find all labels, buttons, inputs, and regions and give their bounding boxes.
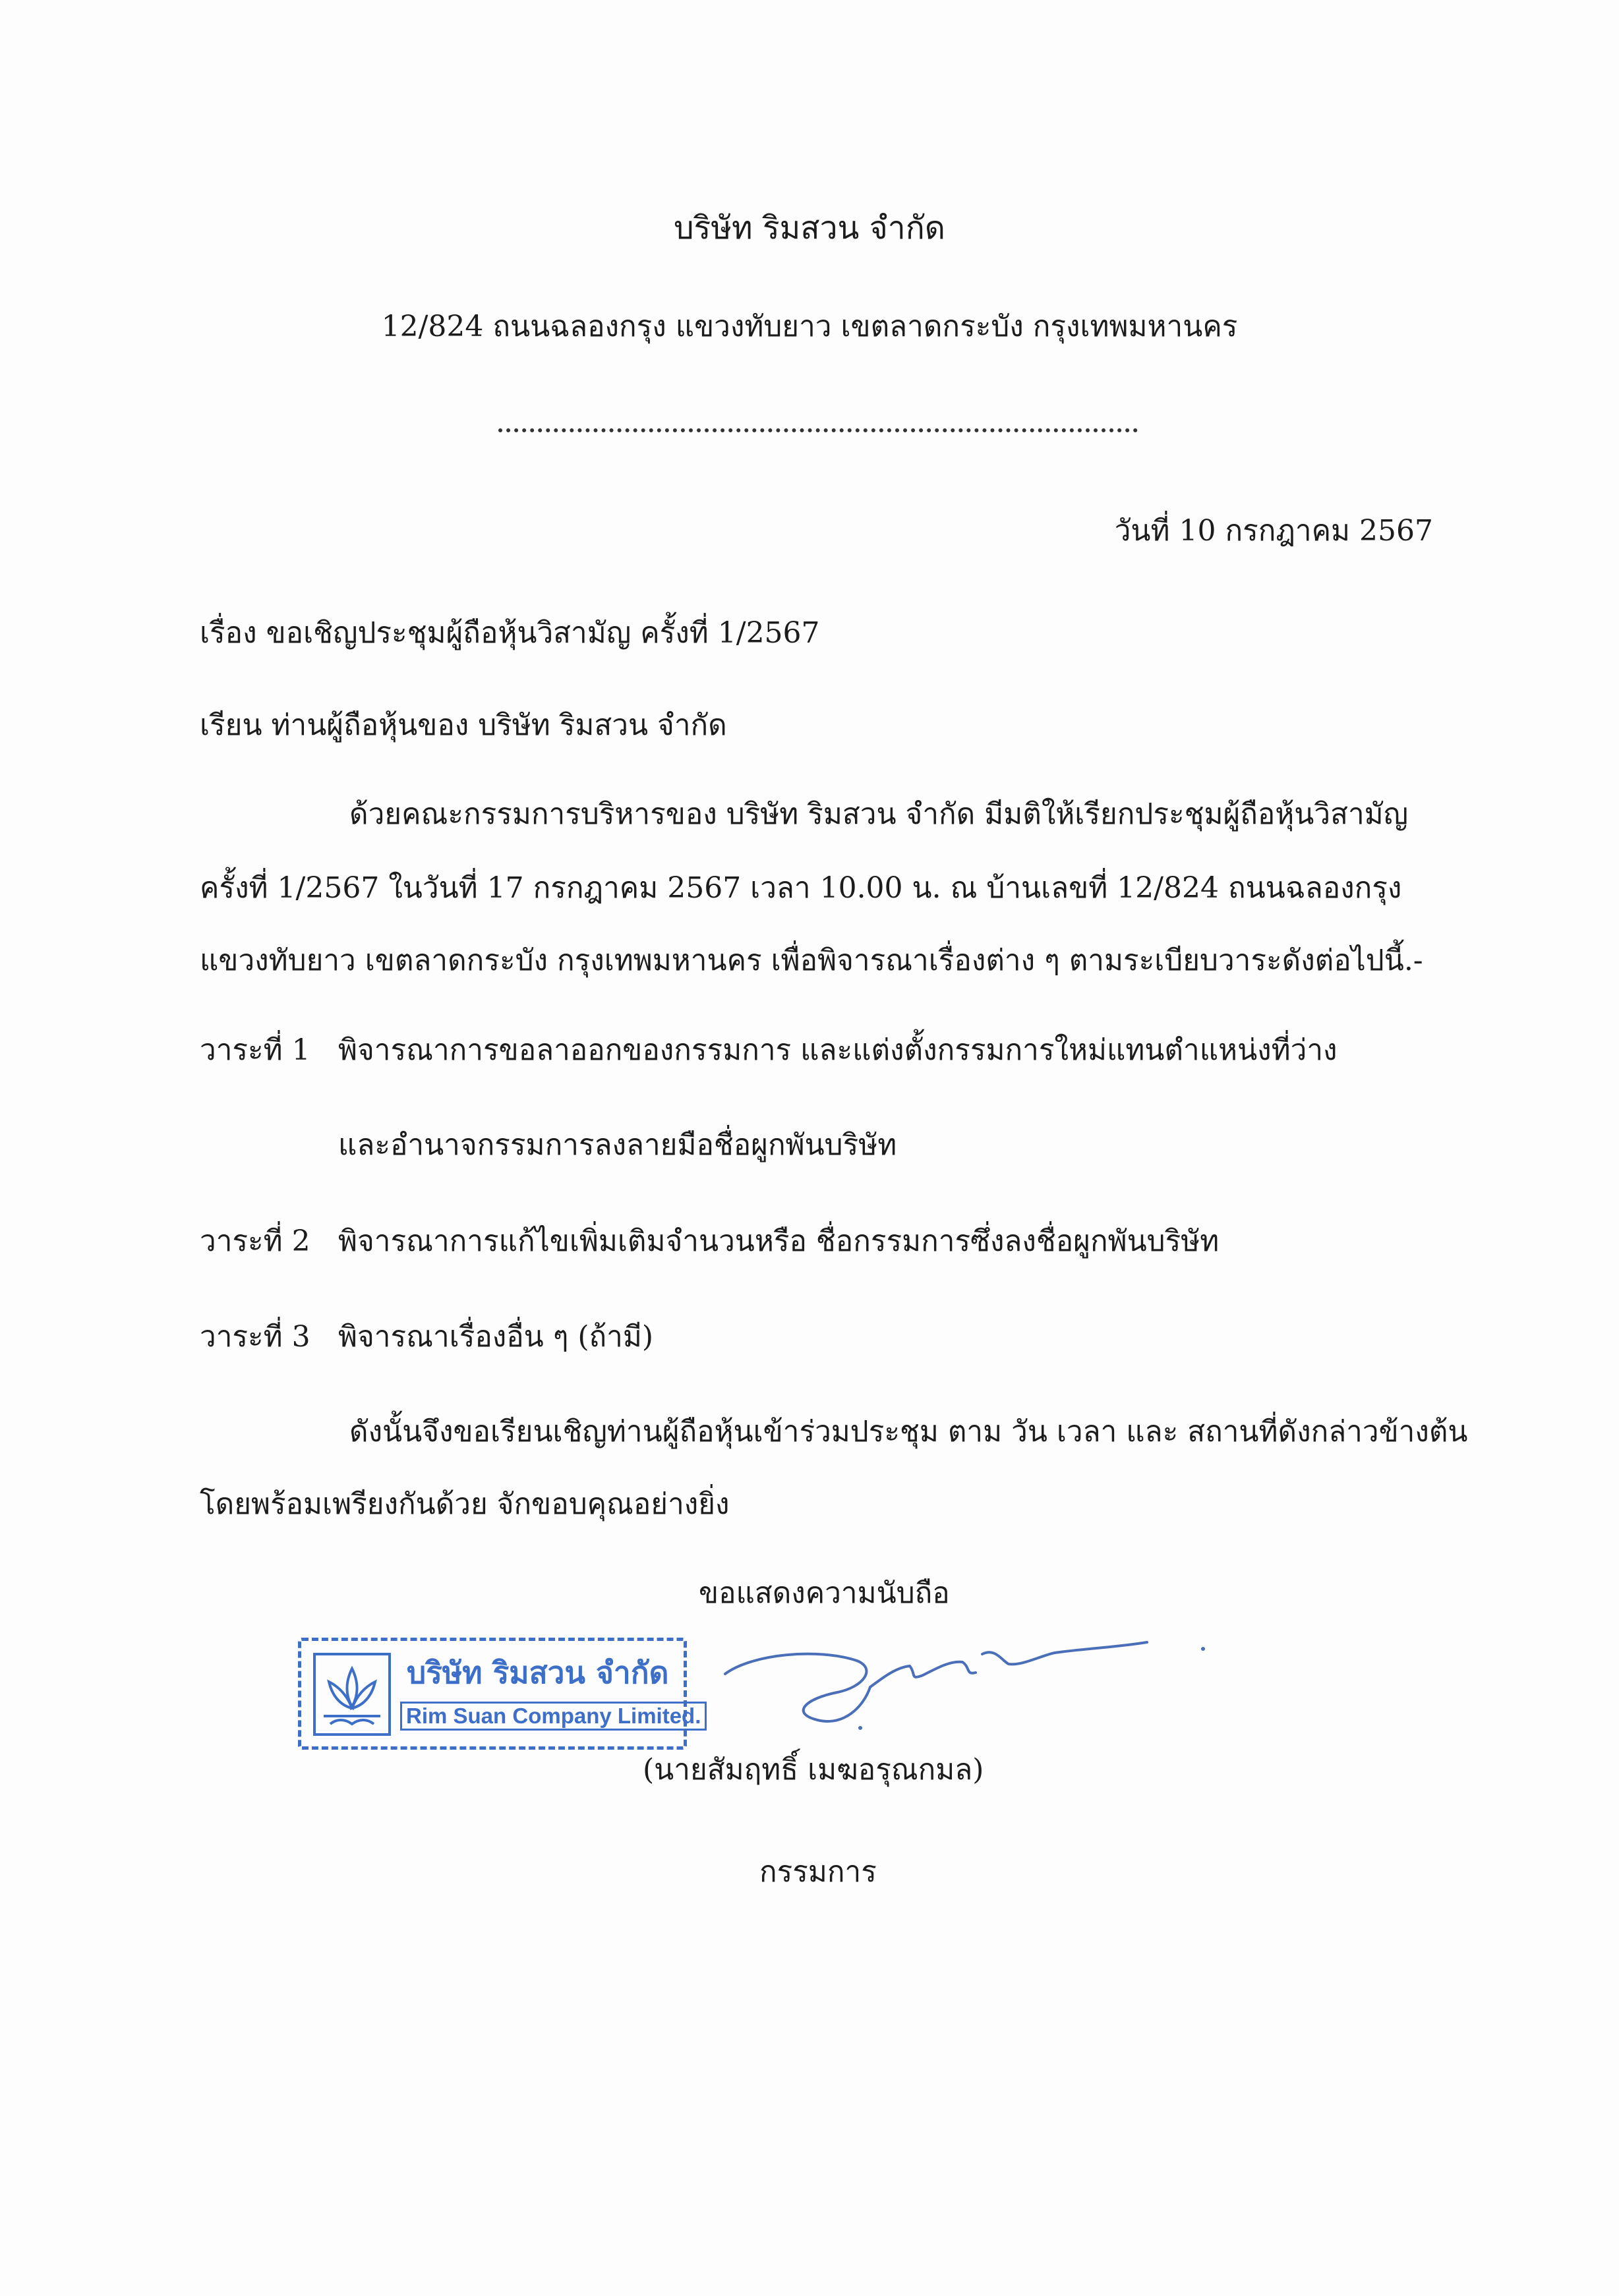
dotted-divider	[498, 428, 1138, 432]
body-paragraph-line: ครั้งที่ 1/2567 ในวันที่ 17 กรกฎาคม 2567 เวลา 10.00 น. ณ บ้านเลขที่ 12/824 ถนนฉลองกรุง	[200, 871, 1402, 905]
closing-salutation: ขอแสดงความนับถือ	[699, 1576, 950, 1610]
recipient-line: เรียน ท่านผู้ถือหุ้นของ บริษัท ริมสวน จำกัด	[200, 708, 727, 742]
body-paragraph-line: ด้วยคณะกรรมการบริหารของ บริษัท ริมสวน จำกัด มีมติให้เรียกประชุมผู้ถือหุ้นวิสามัญ	[349, 797, 1409, 831]
closing-paragraph-line: ดังนั้นจึงขอเรียนเชิญท่านผู้ถือหุ้นเข้าร่วมประชุม ตาม วัน เวลา และ สถานที่ดังกล่าวข้างต้น	[349, 1415, 1468, 1449]
closing-paragraph-line: โดยพร้อมเพรียงกันด้วย จักขอบคุณอย่างยิ่ง	[200, 1487, 730, 1521]
handwritten-signature	[712, 1615, 1213, 1746]
agenda-3-text: พิจารณาเรื่องอื่น ๆ (ถ้ามี)	[338, 1320, 654, 1354]
signatory-title: กรรมการ	[759, 1855, 877, 1889]
signatory-name: (นายสัมฤทธิ์ เมฆอรุณกมล)	[643, 1753, 984, 1787]
company-address: 12/824 ถนนฉลองกรุง แขวงทับยาว เขตลาดกระบัง กรุงเทพมหานคร	[381, 310, 1238, 343]
agenda-2-text: พิจารณาการแก้ไขเพิ่มเติมจำนวนหรือ ชื่อกรรมการซึ่งลงชื่อผูกพันบริษัท	[338, 1224, 1220, 1258]
agenda-1-text: พิจารณาการขอลาออกของกรรมการ และแต่งตั้งกรรมการใหม่แทนตำแหน่งที่ว่าง	[338, 1033, 1338, 1067]
company-name: บริษัท ริมสวน จำกัด	[674, 210, 945, 246]
lotus-logo-icon	[313, 1653, 391, 1736]
company-stamp	[298, 1638, 701, 1750]
stamp-english-name: Rim Suan Company Limited.	[400, 1702, 707, 1731]
body-paragraph-line: แขวงทับยาว เขตลาดกระบัง กรุงเทพมหานคร เพื่อพิจารณาเรื่องต่าง ๆ ตามระเบียบวาระดังต่อไปนี้.-	[200, 944, 1423, 977]
agenda-1-label: วาระที่ 1	[200, 1033, 310, 1067]
letter-date: วันที่ 10 กรกฎาคม 2567	[1114, 514, 1433, 548]
subject-line: เรื่อง ขอเชิญประชุมผู้ถือหุ้นวิสามัญ ครั้งที่ 1/2567	[200, 616, 820, 650]
agenda-1-continuation: และอำนาจกรรมการลงลายมือชื่อผูกพันบริษัท	[338, 1128, 897, 1162]
agenda-2-label: วาระที่ 2	[200, 1224, 310, 1258]
stamp-thai-name: บริษัท ริมสวน จำกัด	[407, 1655, 669, 1690]
agenda-3-label: วาระที่ 3	[200, 1320, 310, 1354]
